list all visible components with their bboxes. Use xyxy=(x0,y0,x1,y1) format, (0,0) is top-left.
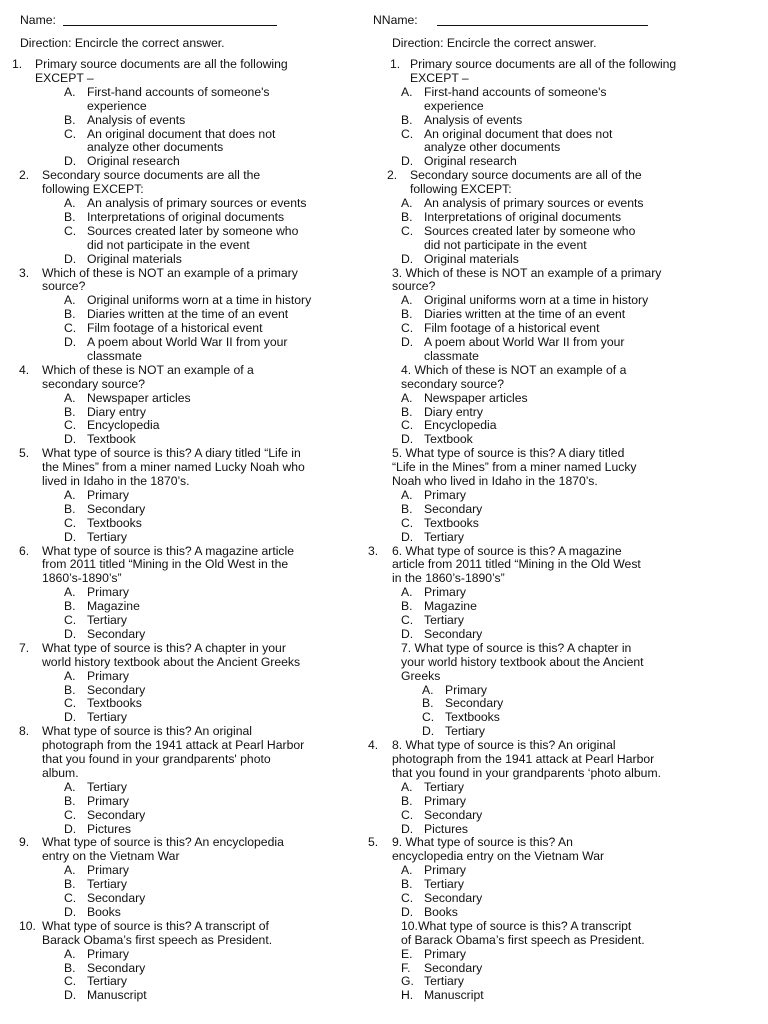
line-text: 6. What type of source is this? A magazine xyxy=(392,543,622,558)
line-text: Which of these is NOT an example of a xyxy=(42,362,254,377)
item-marker: D. xyxy=(422,724,435,739)
line-text: in the 1860’s-1890’s” xyxy=(392,571,505,586)
line-text: classmate xyxy=(87,348,142,363)
line-text: Diary entry xyxy=(87,404,146,419)
line-text: Primary xyxy=(424,487,466,502)
item-marker: D. xyxy=(64,626,77,641)
item-marker: A. xyxy=(401,863,413,878)
line-text: Tertiary xyxy=(87,613,127,627)
line-text: Tertiary xyxy=(445,724,485,739)
line-text: Which of these is NOT an example of a primary xyxy=(42,265,298,280)
line-text: Original research xyxy=(424,154,517,169)
line-text: classmate xyxy=(424,348,479,363)
item-marker: A. xyxy=(64,946,76,961)
line-text: that you found in your grandparents' photo xyxy=(42,752,271,766)
item-marker: A. xyxy=(64,668,76,683)
item-marker: 4. xyxy=(19,362,30,377)
line-text: Noah who lived in Idaho in the 1870’s. xyxy=(392,474,598,488)
line-text: secondary source? xyxy=(401,376,504,391)
item-marker: B. xyxy=(64,112,76,127)
item-marker: A. xyxy=(401,585,413,600)
line-text: Secondary xyxy=(87,891,146,905)
line-text: Primary xyxy=(87,863,129,878)
item-marker: A. xyxy=(64,293,76,308)
line-text: 8. What type of source is this? An original xyxy=(392,738,616,753)
line-text: Tertiary xyxy=(424,974,464,989)
line-text: Textbooks xyxy=(424,515,479,530)
item-marker: D. xyxy=(401,626,414,641)
item-marker: C. xyxy=(401,418,414,433)
line-text: Original materials xyxy=(424,251,519,266)
line-text: “Life in the Mines” from a miner named Lucky xyxy=(392,460,637,475)
item-marker: C. xyxy=(64,807,77,822)
line-text: Pictures xyxy=(424,821,469,836)
line-text: following EXCEPT: xyxy=(42,182,144,197)
line-text: What type of source is this? A diary titled “Life in xyxy=(42,446,301,461)
line-text: Secondary xyxy=(445,696,504,711)
item-marker: B. xyxy=(401,307,413,322)
line-text: 3. Which of these is NOT an example of a primary xyxy=(392,265,662,280)
line-text: Original uniforms worn at a time in history xyxy=(87,293,312,308)
line-text: Textbook xyxy=(87,432,136,447)
item-marker: D. xyxy=(64,529,77,544)
item-marker: 4. xyxy=(368,738,379,753)
line-text: Tertiary xyxy=(424,529,464,544)
item-marker: D. xyxy=(64,710,77,725)
item-marker: C. xyxy=(401,321,414,336)
line-text: Textbook xyxy=(424,432,473,447)
item-marker: B. xyxy=(422,696,434,711)
line-text: Film footage of a historical event xyxy=(424,321,600,336)
item-marker: A. xyxy=(401,487,413,502)
item-marker: A. xyxy=(401,390,413,405)
line-text: An original document that does not xyxy=(87,126,276,141)
item-marker: D. xyxy=(401,821,414,836)
item-marker: C. xyxy=(64,515,77,530)
line-text: Primary xyxy=(87,668,129,683)
item-marker: 5. xyxy=(19,446,30,461)
line-text: Tertiary xyxy=(87,877,127,892)
item-marker: 9. xyxy=(19,835,30,850)
item-marker: C. xyxy=(64,696,77,711)
line-text: Encyclopedia xyxy=(87,418,160,433)
line-text: A poem about World War II from your xyxy=(87,335,288,349)
item-marker: D. xyxy=(64,821,77,836)
item-marker: 7. xyxy=(19,640,30,655)
line-text: Secondary xyxy=(87,626,146,641)
item-marker: D. xyxy=(64,988,77,1003)
name-label: NName: xyxy=(373,13,418,27)
item-marker: C. xyxy=(64,321,77,336)
item-marker: D. xyxy=(401,529,414,544)
line-text: following EXCEPT: xyxy=(410,182,512,197)
line-text: What type of source is this? An encyclopedia xyxy=(42,835,284,850)
item-marker: B. xyxy=(401,599,413,614)
line-text: article from 2011 titled “Mining in the Old West xyxy=(392,557,641,572)
item-marker: B. xyxy=(64,307,76,322)
line-text: Secondary source documents are all of the xyxy=(410,168,642,183)
line-text: Newspaper articles xyxy=(424,390,528,405)
item-marker: B. xyxy=(64,209,76,224)
line-text: Primary xyxy=(87,487,129,502)
item-marker: A. xyxy=(64,863,76,878)
line-text: Tertiary xyxy=(424,613,464,627)
name-label: Name: xyxy=(20,13,56,27)
item-marker: B. xyxy=(64,682,76,697)
item-marker: B. xyxy=(401,793,413,808)
line-text: First-hand accounts of someone's xyxy=(87,84,270,99)
line-text: Primary source documents are all the following xyxy=(35,57,288,71)
item-marker: A. xyxy=(64,585,76,600)
line-text: Encyclopedia xyxy=(424,418,497,433)
line-text: Books xyxy=(87,904,121,919)
item-marker: C. xyxy=(401,807,414,822)
line-text: 9. What type of source is this? An xyxy=(392,835,573,850)
item-marker: B. xyxy=(401,877,413,892)
line-text: Diaries written at the time of an event xyxy=(424,307,626,322)
item-marker: 2. xyxy=(387,168,398,183)
item-marker: C. xyxy=(64,223,77,238)
item-marker: A. xyxy=(401,84,413,99)
line-text: Interpretations of original documents xyxy=(87,209,285,224)
name-line xyxy=(63,25,277,26)
item-marker: A. xyxy=(64,779,76,794)
item-marker: C. xyxy=(64,974,77,989)
item-marker: A. xyxy=(401,779,413,794)
line-text: Secondary xyxy=(87,960,146,975)
item-marker: D. xyxy=(64,432,77,447)
line-text: Manuscript xyxy=(87,988,147,1003)
line-text: 10.What type of source is this? A transcript xyxy=(401,918,632,933)
line-text: A poem about World War II from your xyxy=(424,335,625,349)
line-text: Secondary xyxy=(424,891,483,905)
item-marker: H. xyxy=(401,988,414,1003)
line-text: Tertiary xyxy=(87,779,127,794)
item-marker: B. xyxy=(401,404,413,419)
line-text: analyze other documents xyxy=(87,140,224,155)
line-text: source? xyxy=(42,279,86,294)
line-text: photograph from the 1941 attack at Pearl Harbor xyxy=(392,752,655,766)
line-text: Secondary xyxy=(424,626,483,641)
line-text: your world history textbook about the Ancient xyxy=(401,654,644,669)
line-text: What type of source is this? A chapter in your xyxy=(42,640,286,655)
item-marker: C. xyxy=(401,223,414,238)
line-text: 4. Which of these is NOT an example of a xyxy=(401,362,627,377)
line-text: Primary xyxy=(424,946,466,961)
line-text: Textbooks xyxy=(445,710,500,725)
item-marker: D. xyxy=(401,432,414,447)
line-text: Barack Obama’s first speech as President. xyxy=(42,932,273,947)
item-marker: G. xyxy=(401,974,414,989)
line-text: analyze other documents xyxy=(424,140,561,155)
line-text: First-hand accounts of someone's xyxy=(424,84,607,99)
line-text: What type of source is this? An original xyxy=(42,724,253,739)
item-marker: 8. xyxy=(19,724,30,739)
line-text: of Barack Obama’s first speech as President. xyxy=(401,932,645,947)
line-text: did not participate in the event xyxy=(424,237,587,252)
line-text: Primary xyxy=(87,793,129,808)
line-text: Diary entry xyxy=(424,404,483,419)
item-marker: C. xyxy=(422,710,435,725)
line-text: did not participate in the event xyxy=(87,237,250,252)
item-marker: B. xyxy=(64,501,76,516)
item-marker: D. xyxy=(401,251,414,266)
line-text: Sources created later by someone who xyxy=(424,223,636,238)
line-text: Film footage of a historical event xyxy=(87,321,263,336)
line-text: lived in Idaho in the 1870’s. xyxy=(42,474,190,488)
item-marker: D. xyxy=(401,154,414,169)
item-marker: 2. xyxy=(19,168,30,183)
line-text: 5. What type of source is this? A diary titled xyxy=(392,446,625,461)
item-marker: B. xyxy=(64,960,76,975)
item-marker: C. xyxy=(401,891,414,905)
line-text: An original document that does not xyxy=(424,126,613,141)
item-marker: C. xyxy=(64,891,77,905)
item-marker: A. xyxy=(422,682,434,697)
line-text: photograph from the 1941 attack at Pearl Harbor xyxy=(42,738,305,753)
line-text: entry on the Vietnam War xyxy=(42,849,180,864)
line-text: Primary xyxy=(445,682,487,697)
item-marker: 10. xyxy=(19,918,36,933)
line-text: EXCEPT – xyxy=(410,70,469,85)
item-marker: C. xyxy=(64,418,77,433)
line-text: Textbooks xyxy=(87,696,142,711)
item-marker: C. xyxy=(64,126,77,141)
item-marker: D. xyxy=(64,251,77,266)
line-text: An analysis of primary sources or events xyxy=(424,196,644,210)
line-text: Tertiary xyxy=(424,877,464,892)
item-marker: A. xyxy=(401,293,413,308)
line-text: Pictures xyxy=(87,821,132,836)
line-text: Secondary xyxy=(424,501,483,516)
item-marker: B. xyxy=(64,404,76,419)
item-marker: A. xyxy=(64,196,76,210)
line-text: Textbooks xyxy=(87,515,142,530)
line-text: Secondary xyxy=(87,501,146,516)
line-text: Primary xyxy=(87,585,129,600)
line-text: secondary source? xyxy=(42,376,145,391)
item-marker: B. xyxy=(64,793,76,808)
line-text: source? xyxy=(392,279,436,294)
item-marker: C. xyxy=(64,613,77,627)
line-text: Original materials xyxy=(87,251,182,266)
line-text: the Mines” from a miner named Lucky Noah who xyxy=(42,460,305,475)
item-marker: D. xyxy=(64,904,77,919)
line-text: from 2011 titled “Mining in the Old West in the xyxy=(42,557,289,572)
item-marker: B. xyxy=(401,501,413,516)
line-text: experience xyxy=(424,98,484,113)
line-text: Magazine xyxy=(87,599,140,614)
line-text: Books xyxy=(424,904,458,919)
item-marker: 3. xyxy=(19,265,30,280)
line-text: Greeks xyxy=(401,668,441,683)
line-text: encyclopedia entry on the Vietnam War xyxy=(392,849,605,864)
line-text: Interpretations of original documents xyxy=(424,209,622,224)
item-marker: D. xyxy=(64,154,77,169)
direction-text: Direction: Encircle the correct answer. xyxy=(392,36,597,50)
direction-text: Direction: Encircle the correct answer. xyxy=(20,36,225,50)
item-marker: B. xyxy=(64,599,76,614)
item-marker: C. xyxy=(401,613,414,627)
line-text: Tertiary xyxy=(87,710,127,725)
line-text: Secondary source documents are all the xyxy=(42,168,261,183)
item-marker: 3. xyxy=(368,543,379,558)
line-text: Original uniforms worn at a time in history xyxy=(424,293,649,308)
line-text: album. xyxy=(42,765,79,780)
line-text: 1860’s-1890’s” xyxy=(42,571,122,586)
item-marker: 5. xyxy=(368,835,379,850)
item-marker: A. xyxy=(64,84,76,99)
line-text: Primary xyxy=(424,863,466,878)
line-text: world history textbook about the Ancient Greeks xyxy=(42,654,301,669)
line-text: that you found in your grandparents ‘photo album. xyxy=(392,765,661,780)
line-text: Primary source documents are all of the following xyxy=(410,57,677,71)
line-text: Manuscript xyxy=(424,988,484,1003)
line-text: Secondary xyxy=(424,807,483,822)
line-text: Primary xyxy=(424,793,466,808)
item-marker: 1. xyxy=(390,57,401,71)
line-text: An analysis of primary sources or events xyxy=(87,196,307,210)
item-marker: B. xyxy=(401,112,413,127)
line-text: Magazine xyxy=(424,599,477,614)
item-marker: E. xyxy=(401,946,413,961)
line-text: Analysis of events xyxy=(87,112,186,127)
line-text: Secondary xyxy=(87,807,146,822)
item-marker: C. xyxy=(401,515,414,530)
line-text: 7. What type of source is this? A chapter in xyxy=(401,640,632,655)
line-text: Tertiary xyxy=(87,974,127,989)
item-marker: B. xyxy=(64,877,76,892)
line-text: experience xyxy=(87,98,147,113)
item-marker: D. xyxy=(401,335,414,349)
item-marker: D. xyxy=(401,904,414,919)
item-marker: D. xyxy=(64,335,77,349)
item-marker: A. xyxy=(64,487,76,502)
item-marker: B. xyxy=(401,209,413,224)
item-marker: A. xyxy=(401,196,413,210)
item-marker: A. xyxy=(64,390,76,405)
line-text: Secondary xyxy=(87,682,146,697)
item-marker: 6. xyxy=(19,543,30,558)
line-text: What type of source is this? A transcript of xyxy=(42,918,269,933)
item-marker: C. xyxy=(401,126,414,141)
line-text: EXCEPT – xyxy=(35,70,94,85)
line-text: Newspaper articles xyxy=(87,390,191,405)
line-text: Tertiary xyxy=(87,529,127,544)
line-text: What type of source is this? A magazine article xyxy=(42,543,294,558)
line-text: Analysis of events xyxy=(424,112,523,127)
item-marker: 1. xyxy=(12,57,23,71)
name-line xyxy=(437,25,648,26)
line-text: Sources created later by someone who xyxy=(87,223,299,238)
line-text: Tertiary xyxy=(424,779,464,794)
line-text: Diaries written at the time of an event xyxy=(87,307,289,322)
item-marker: F. xyxy=(401,960,411,975)
line-text: Original research xyxy=(87,154,180,169)
line-text: Primary xyxy=(87,946,129,961)
line-text: Secondary xyxy=(424,960,483,975)
line-text: Primary xyxy=(424,585,466,600)
